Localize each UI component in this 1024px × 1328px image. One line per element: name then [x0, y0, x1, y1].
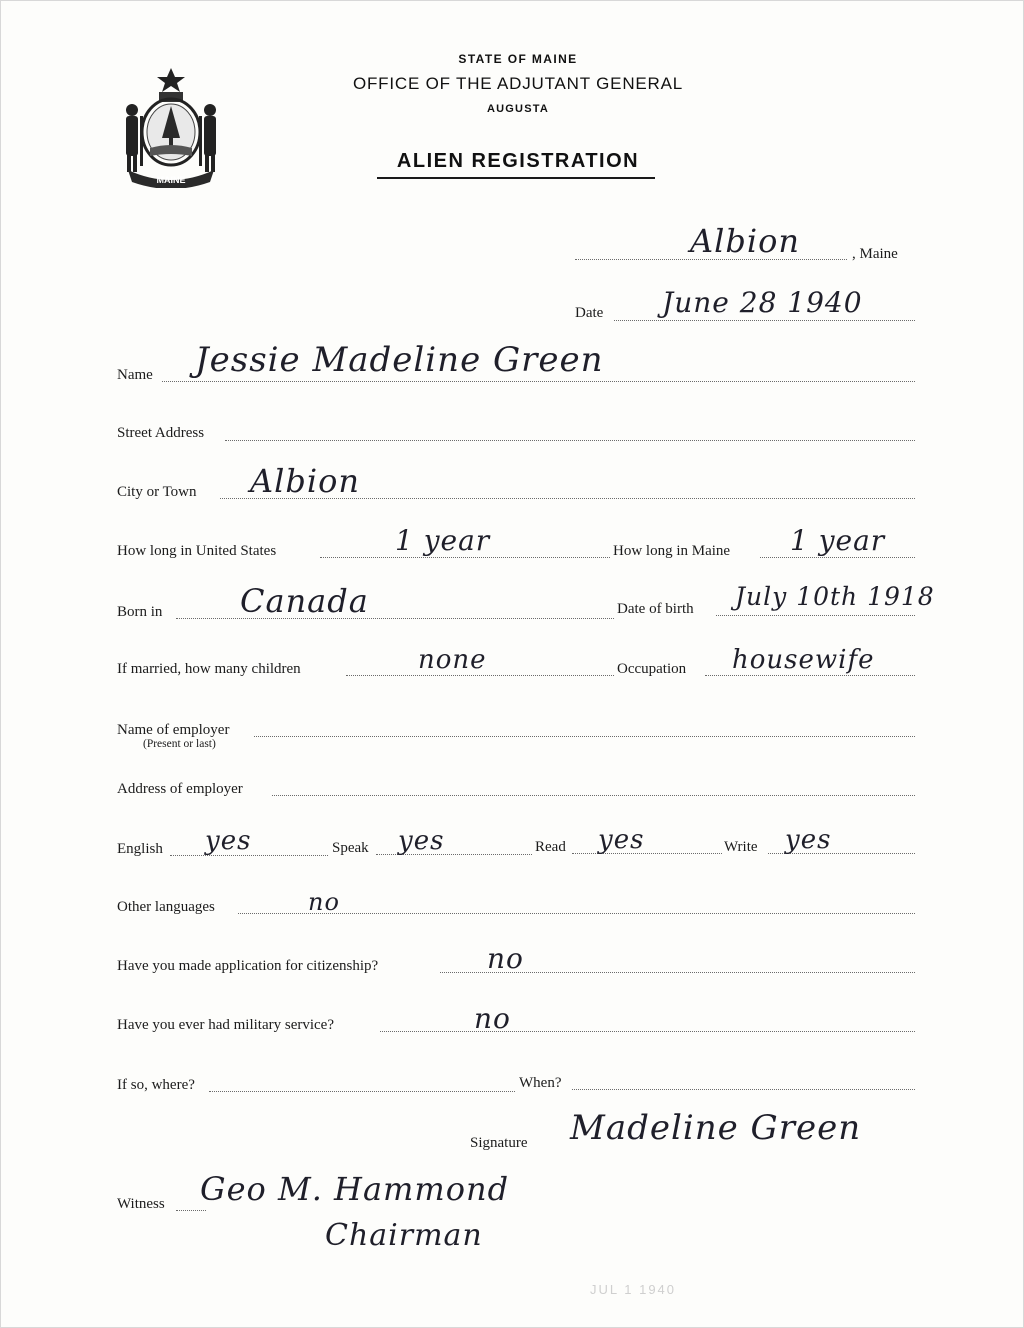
dob-line	[716, 615, 915, 616]
employer-sub-label: (Present or last)	[143, 738, 216, 750]
read-line	[572, 853, 722, 854]
occupation-value: housewife	[732, 645, 875, 675]
city-value: Albion	[250, 462, 360, 500]
received-stamp: JUL 1 1940	[590, 1282, 677, 1297]
where-label: If so, where?	[117, 1077, 195, 1093]
witness-name: Geo M. Hammond	[200, 1170, 510, 1208]
name-label: Name	[117, 367, 153, 383]
english-value: yes	[205, 826, 252, 856]
write-value: yes	[785, 825, 832, 855]
signature-label: Signature	[470, 1135, 528, 1151]
write-label: Write	[724, 839, 758, 855]
where-line	[209, 1091, 515, 1092]
how-long-us-value: 1 year	[395, 524, 491, 557]
name-value: Jessie Madeline Green	[195, 340, 604, 380]
employer-label: Name of employer	[117, 722, 230, 738]
employer-line	[254, 736, 915, 737]
other-languages-value: no	[308, 888, 340, 916]
occupation-label: Occupation	[617, 661, 687, 677]
born-label: Born in	[117, 604, 163, 620]
born-value: Canada	[240, 582, 369, 620]
city-label: City or Town	[117, 484, 197, 500]
signature-value: Madeline Green	[570, 1108, 862, 1148]
header-state: STATE OF MAINE	[458, 52, 578, 66]
form-title: ALIEN REGISTRATION	[396, 150, 640, 172]
speak-label: Speak	[332, 840, 369, 856]
military-label: Have you ever had military service?	[117, 1017, 334, 1033]
svg-text:MAINE: MAINE	[156, 175, 186, 185]
military-value: no	[474, 1002, 511, 1035]
english-label: English	[117, 841, 163, 857]
citizenship-label: Have you made application for citizenship?	[117, 958, 379, 974]
read-value: yes	[598, 825, 645, 855]
name-line	[162, 381, 915, 382]
when-line	[572, 1089, 915, 1090]
header-city: AUGUSTA	[487, 103, 549, 115]
occupation-line	[705, 675, 915, 676]
title-underline	[377, 177, 655, 179]
witness-label: Witness	[117, 1196, 165, 1212]
children-label: If married, how many children	[117, 661, 301, 677]
employer-address-label: Address of employer	[117, 781, 243, 797]
how-long-us-label: How long in United States	[117, 543, 277, 559]
date-label: Date	[575, 305, 604, 321]
military-line	[380, 1031, 915, 1032]
street-line	[225, 440, 915, 441]
how-long-us-line	[320, 557, 610, 558]
how-long-maine-label: How long in Maine	[613, 543, 731, 559]
dob-value: July 10th 1918	[735, 582, 935, 611]
employer-address-line	[272, 795, 915, 796]
how-long-maine-line	[760, 557, 915, 558]
date-value: June 28 1940	[662, 286, 863, 319]
how-long-maine-value: 1 year	[790, 524, 886, 557]
dob-label: Date of birth	[617, 601, 694, 617]
header-office: OFFICE OF THE ADJUTANT GENERAL	[352, 74, 684, 93]
town-value: Albion	[690, 222, 800, 260]
read-label: Read	[535, 839, 566, 855]
other-languages-label: Other languages	[117, 899, 215, 915]
witness-title: Chairman	[325, 1218, 483, 1253]
children-value: none	[418, 645, 487, 675]
street-label: Street Address	[117, 425, 205, 441]
citizenship-value: no	[487, 942, 524, 975]
town-suffix: , Maine	[852, 246, 898, 262]
date-line	[614, 320, 915, 321]
when-label: When?	[519, 1075, 562, 1091]
witness-line	[176, 1210, 206, 1211]
children-line	[346, 675, 614, 676]
speak-value: yes	[398, 826, 445, 856]
